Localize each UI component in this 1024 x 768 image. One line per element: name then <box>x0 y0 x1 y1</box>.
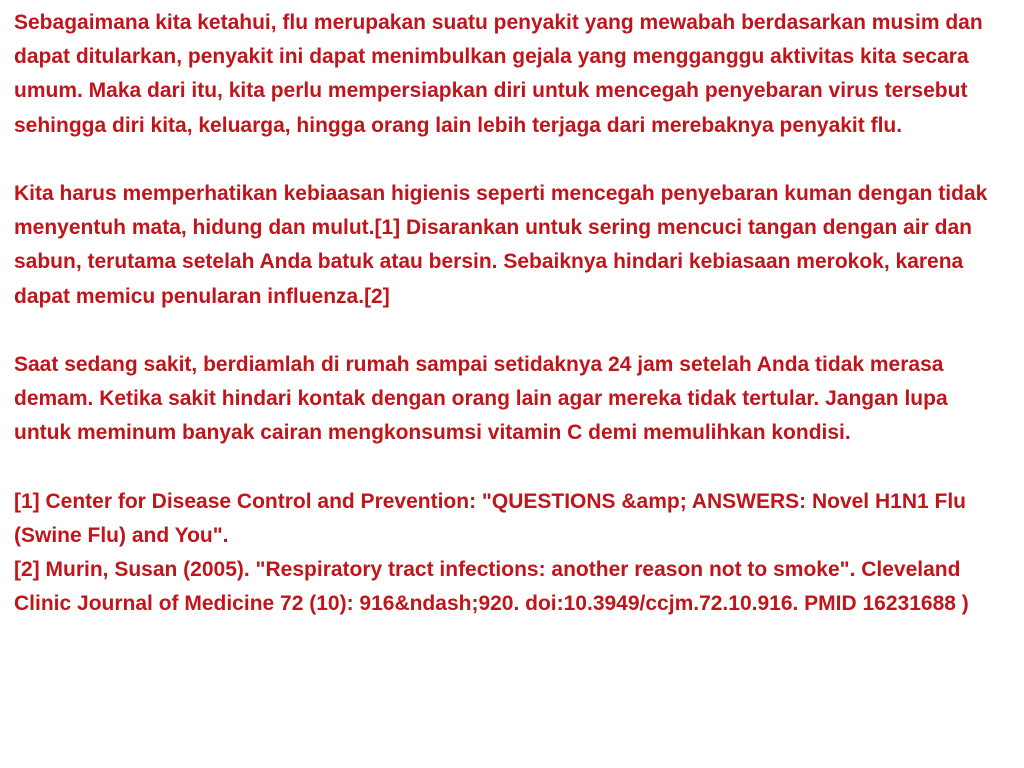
reference-2: [2] Murin, Susan (2005). "Respiratory tract infections: another reason not to smoke". Cleveland Clinic Journal of Medicine 72 (10): 916&ndash;920. doi:10.3949/ccjm.72.10.916. PMID 16231688 ) <box>14 558 969 616</box>
paragraph-sick-advice: Saat sedang sakit, berdiamlah di rumah sampai setidaknya 24 jam setelah Anda tidak merasa demam. Ketika sakit hindari kontak dengan orang lain agar mereka tidak tertular. Jangan lupa untuk meminum banyak cairan mengkonsumsi vitamin C demi memulihkan kondisi. <box>14 353 948 445</box>
paragraph-spacer <box>14 143 1010 177</box>
paragraph-spacer <box>14 314 1010 348</box>
paragraph-intro: Sebagaimana kita ketahui, flu merupakan suatu penyakit yang mewabah berdasarkan musim dan dapat ditularkan, penyakit ini dapat menimbulkan gejala yang mengganggu aktivitas kita secara umum. Maka dari itu, kita perlu mempersiapkan diri untuk mencegah penyebaran virus tersebut sehingga diri kita, keluarga, hingga orang lain lebih terjaga dari merebaknya penyakit flu. <box>14 11 983 137</box>
reference-1: [1] Center for Disease Control and Prevention: "QUESTIONS &amp; ANSWERS: Novel H1N1 Flu (Swine Flu) and You". <box>14 489 966 547</box>
references <box>14 485 1010 622</box>
paragraph-spacer <box>14 451 1010 485</box>
paragraph-hygiene: Kita harus memperhatikan kebiaasan higienis seperti mencegah penyebaran kuman dengan tidak menyentuh mata, hidung dan mulut.[1] Disarankan untuk sering mencuci tangan dengan air dan sabun, terutama setelah Anda batuk atau bersin. Sebaiknya hindari kebiasaan merokok, karena dapat memicu penularan influenza.[2] <box>14 182 988 308</box>
